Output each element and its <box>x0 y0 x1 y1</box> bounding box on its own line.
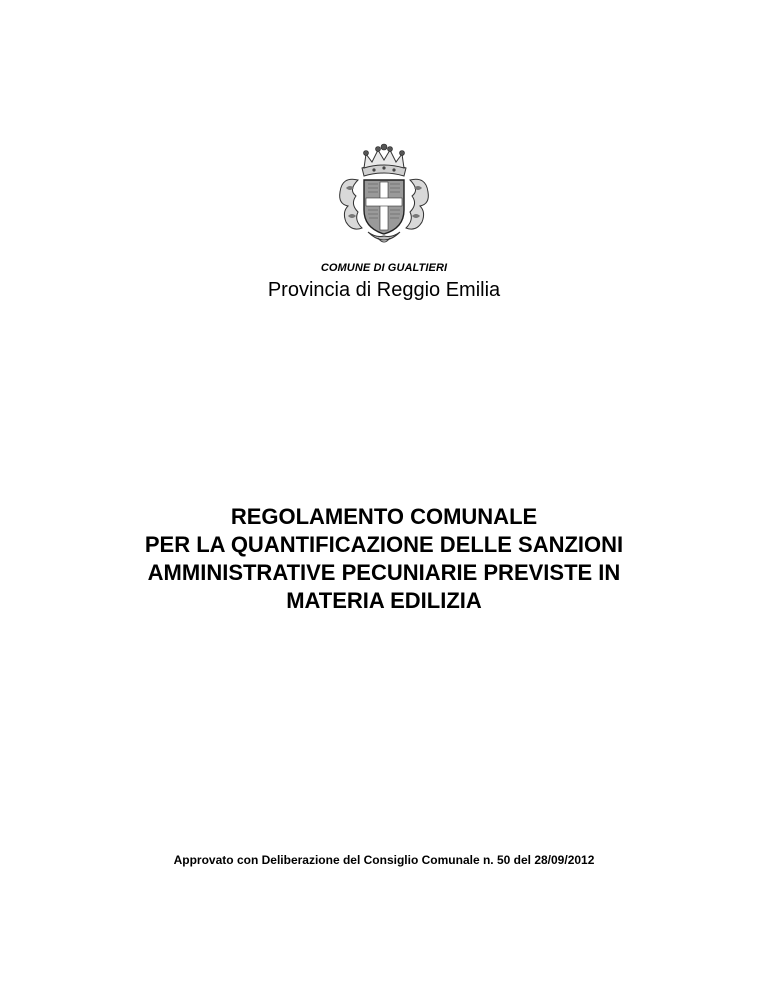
title-line-3: AMMINISTRATIVE PECUNIARIE PREVISTE IN <box>147 560 621 585</box>
title-line-2: PER LA QUANTIFICAZIONE DELLE SANZIONI <box>144 532 624 557</box>
title-line-1: REGOLAMENTO COMUNALE <box>230 504 538 529</box>
approval-note: Approvato con Deliberazione del Consiglio Comunale n. 50 del 28/09/2012 <box>173 853 595 867</box>
municipal-coat-of-arms-icon <box>328 140 440 250</box>
provincia-name: Provincia di Reggio Emilia <box>267 279 501 301</box>
document-title <box>0 503 768 615</box>
title-line-4: MATERIA EDILIZIA <box>286 588 482 613</box>
comune-name: COMUNE DI GUALTIERI <box>320 262 448 274</box>
